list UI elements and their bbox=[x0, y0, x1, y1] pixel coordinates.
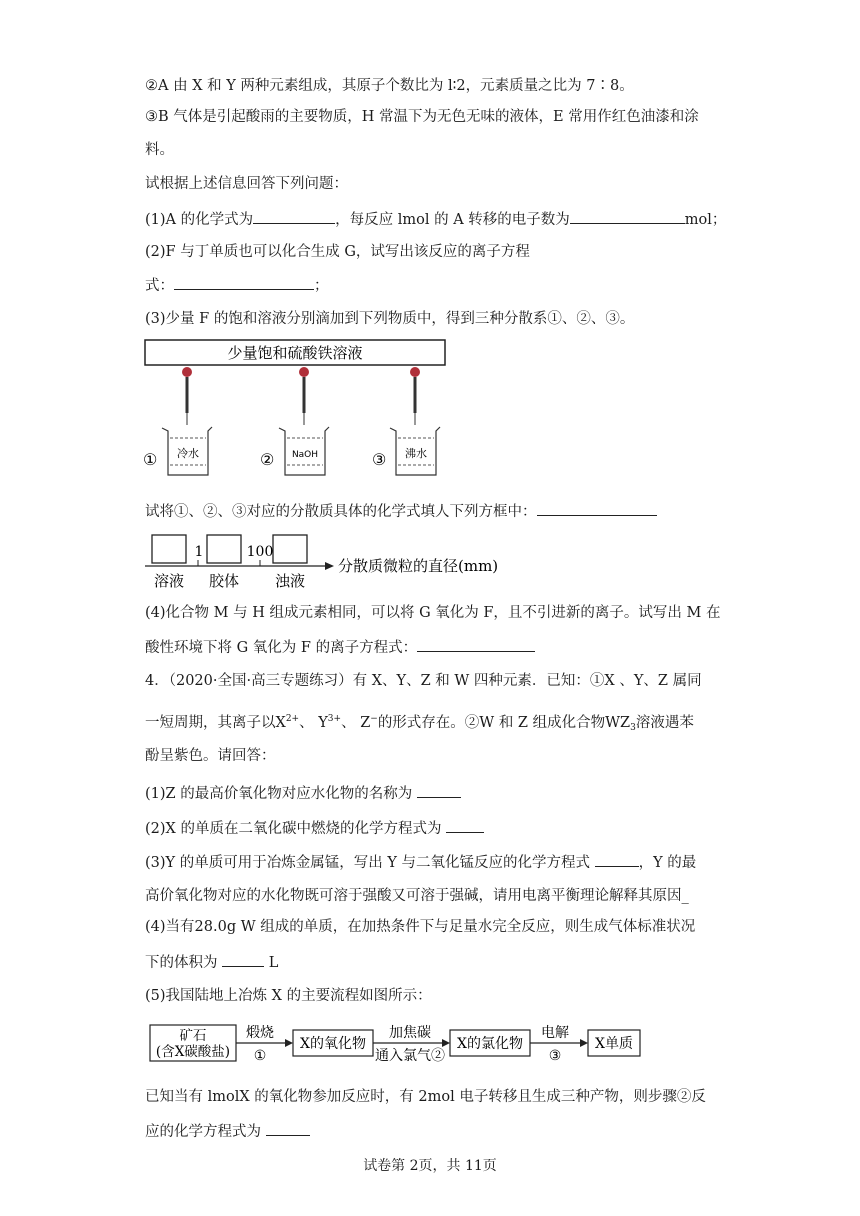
axis-arrow bbox=[325, 562, 334, 570]
beaker-number: ① bbox=[143, 450, 158, 469]
page-footer: 试卷第 2页，共 11页 bbox=[363, 1158, 497, 1174]
beaker-label: 冷水 bbox=[177, 447, 199, 460]
question-line: (2)X 的单质在二氧化碳中燃烧的化学方程式为 bbox=[145, 818, 484, 839]
category-label: 溶液 bbox=[153, 572, 185, 590]
beaker-number: ② bbox=[260, 450, 275, 469]
answer-blank[interactable] bbox=[253, 209, 335, 224]
question-line: 下的体积为 L bbox=[145, 952, 278, 973]
text-line: 料。 bbox=[145, 142, 174, 158]
answer-blank[interactable] bbox=[222, 952, 264, 967]
answer-box-3 bbox=[273, 535, 307, 563]
flow-text: X单质 bbox=[595, 1036, 633, 1052]
dropper-2 bbox=[299, 367, 309, 425]
question-line: (3)Y 的单质可用于冶炼金属锰，写出 Y 与二氧化锰反应的化学方程式 ，Y 的最 bbox=[145, 852, 696, 873]
flow-chart bbox=[140, 1018, 650, 1068]
answer-box-2 bbox=[207, 535, 241, 563]
text-line: (4)化合物 M 与 H 组成元素相同，可以将 G 氧化为 F，且不引进新的离子。试写出 M 在 bbox=[145, 605, 721, 621]
answer-blank[interactable] bbox=[417, 783, 461, 798]
text-line: 4．（2020·全国·高三专题练习）有 X、Y、Z 和 W 四种元素．已知：①X 、Y、Z 属同 bbox=[145, 673, 702, 689]
banner-text: 少量饱和硫酸铁溶液 bbox=[227, 344, 363, 362]
flow-text: 加焦碳 bbox=[389, 1025, 431, 1041]
beaker-number: ③ bbox=[372, 450, 387, 469]
text-line: (3)少量 F 的饱和溶液分别滴加到下列物质中，得到三种分散系①、②、③。 bbox=[145, 311, 635, 327]
answer-box-1 bbox=[152, 535, 186, 563]
flow-text: 煅烧 bbox=[246, 1025, 274, 1041]
text-line: (5)我国陆地上冶炼 X 的主要流程如图所示： bbox=[145, 988, 432, 1004]
answer-blank[interactable] bbox=[595, 852, 639, 867]
flow-text: (含X碳酸盐) bbox=[155, 1044, 231, 1060]
particle-size-figure bbox=[140, 530, 510, 595]
text-line: 试根据上述信息回答下列问题： bbox=[145, 176, 348, 192]
text-line: 高价氧化物对应的水化物既可溶于强酸又可溶于强碱，请用电离平衡理论解释其原因_ bbox=[145, 888, 689, 904]
text-line: (2)F 与丁单质也可以化合生成 G，试写出该反应的离子方程 bbox=[145, 244, 530, 260]
answer-blank[interactable] bbox=[446, 818, 484, 833]
question-line: (1)A 的化学式为 ，每反应 lmol 的 A 转移的电子数为 mol； bbox=[145, 209, 726, 230]
question-line: 酸性环境下将 G 氧化为 F 的离子方程式： bbox=[145, 637, 535, 658]
question-line: 应的化学方程式为 bbox=[145, 1121, 310, 1142]
question-line: 一短周期，其离子以$X^{2+}$、 $Y^{3+}$、 Z−的形式存在。②W 和 Z 组成化合物$WZ_3$溶液遇苯 bbox=[145, 714, 694, 733]
flow-text: 电解 bbox=[541, 1025, 569, 1041]
answer-blank[interactable] bbox=[537, 501, 657, 516]
beaker-label: 沸水 bbox=[405, 447, 427, 460]
flow-text: X的氧化物 bbox=[300, 1036, 366, 1052]
text-line: 已知当有 lmolX 的氧化物参加反应时，有 2mol 电子转移且生成三种产物，则步骤②反 bbox=[145, 1089, 706, 1105]
question-line: (4)当有28.0g W 组成的单质，在加热条件下与足量水完全反应，则生成气体标准状况 bbox=[145, 919, 696, 935]
text-line: 酚呈紫色。请回答： bbox=[145, 748, 276, 764]
category-label: 浊液 bbox=[274, 572, 306, 590]
beaker-label: NaOH bbox=[291, 450, 319, 460]
flow-text: ① bbox=[253, 1048, 267, 1064]
dropper-3 bbox=[410, 367, 420, 425]
tick-label: 100 bbox=[246, 544, 274, 560]
axis-label: 分散质微粒的直径(mm) bbox=[338, 557, 499, 575]
text-line: ③B 气体是引起酸雨的主要物质，H 常温下为无色无味的液体，E 常用作红色油漆和涂 bbox=[145, 109, 699, 125]
flow-text: ③ bbox=[548, 1048, 562, 1064]
text-line: ②A 由 X 和 Y 两种元素组成，其原子个数比为 l∶2，元素质量之比为 7∶8。 bbox=[145, 78, 634, 94]
dropper-1 bbox=[182, 367, 192, 425]
question-line: (1)Z 的最高价氧化物对应水化物的名称为 bbox=[145, 783, 461, 804]
flow-text: 通入氯气② bbox=[375, 1048, 445, 1064]
answer-blank[interactable] bbox=[417, 637, 535, 652]
flow-text: X的氯化物 bbox=[457, 1036, 523, 1052]
category-label: 胶体 bbox=[208, 572, 240, 590]
question-line: 试将①、②、③对应的分散质具体的化学式填人下列方框中： bbox=[145, 501, 657, 522]
flow-text: 矿石 bbox=[179, 1028, 207, 1044]
answer-blank[interactable] bbox=[570, 209, 685, 224]
answer-blank[interactable] bbox=[174, 275, 314, 290]
tick-label: 1 bbox=[194, 544, 204, 560]
answer-blank[interactable] bbox=[266, 1121, 310, 1136]
question-line: 式： ； bbox=[145, 275, 329, 296]
dispersion-figure bbox=[140, 335, 450, 485]
